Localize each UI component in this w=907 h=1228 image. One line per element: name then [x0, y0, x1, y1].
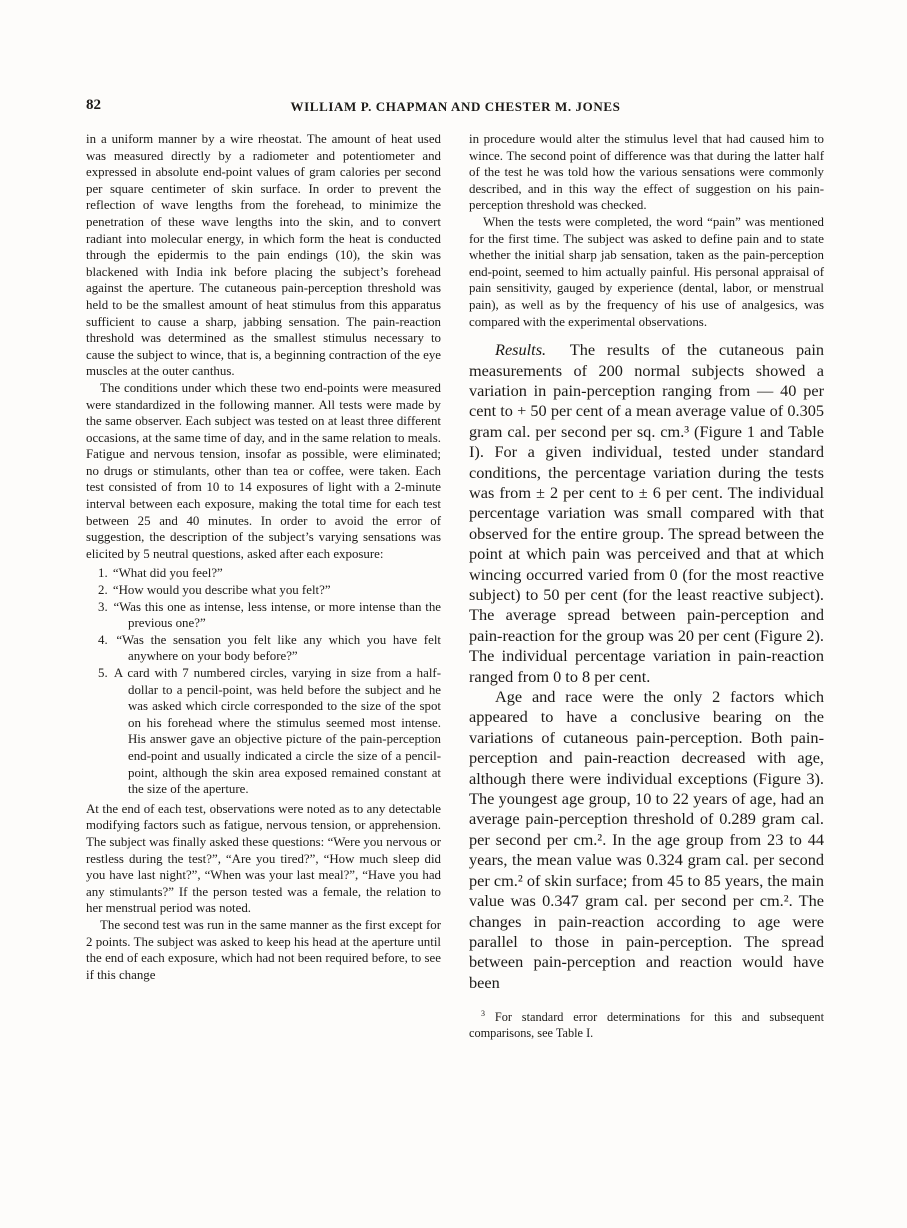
list-item-number: 4.: [98, 632, 108, 647]
list-item-text: “Was this one as intense, less intense, or more intense than the previous one?”: [113, 599, 441, 631]
list-item-number: 1.: [98, 566, 108, 581]
paragraph: in procedure would alter the stimulus level that had caused him to wince. The second point of difference was that during the latter half of the test he was told how the various sensations were commonly described, and in this way the effect of suggestion on his pain-perception threshold was checked.: [469, 132, 824, 213]
list-item: [86, 665, 441, 798]
results-text: The results of the cutaneous pain measurements of 200 normal subjects showed a variation in pain-perception ranging from — 40 per cent to + 50 per cent of a mean average value of 0.305 gram cal. per second per sq. cm.³ (Figure 1 and Table I). For a given individual, tested under standard conditions, the percentage variation during the tests was from ± 2 per cent to ± 6 per cent. The individual percentage variation was small compared with that observed for the entire group. The spread between the point at which pain was perceived and that at which wincing occurred varied from 0 (for the most reactive subject) to 50 per cent (for the least reactive subject). The average spread between pain-perception and pain-reaction for the group was 20 per cent (Figure 2). The individual percentage variation in pain-reaction ranged from 0 to 8 per cent.: [469, 340, 824, 686]
running-header: WILLIAM P. CHAPMAN AND CHESTER M. JONES: [290, 99, 621, 114]
footnote: [469, 1009, 824, 1041]
paragraph: The second test was run in the same manner as the first except for 2 points. The subject was asked to keep his head at the aperture until the end of each exposure, which had not been required before, to see if this change: [86, 917, 441, 982]
footnote-text: For standard error determinations for this and subsequent comparisons, see Table I.: [469, 1010, 824, 1041]
list-item-text: “Was the sensation you felt like any which you have felt anywhere on your body before?”: [116, 632, 441, 664]
left-column: [86, 131, 441, 1053]
list-item-text: “How would you describe what you felt?”: [112, 583, 331, 598]
list-item-text: “What did you feel?”: [112, 566, 223, 581]
right-column: [469, 131, 824, 1053]
paragraph: At the end of each test, observations were noted as to any detectable modifying factors such as fatigue, nervous tension, or apprehension. The subject was finally asked these questions: “Were you nervous or restless during the test?”, “Are you tired?”, “How much sleep did you have last night?”, “When was your last meal?”, “Have you had any stimulants?” If the person tested was a female, the relation to her menstrual period was noted.: [86, 801, 441, 916]
paragraph: When the tests were completed, the word “pain” was mentioned for the first time. The subject was asked to define pain and to state whether the initial sharp jab sensation, taken as the pain-perception end-point, seemed to him actually painful. His personal appraisal of pain sensitivity, gauged by experience (dental, labor, or menstrual pain), as well as by the frequency of his use of analgesics, was compared with the experimental observations.: [469, 214, 824, 329]
list-item-text: A card with 7 numbered circles, varying in size from a half-dollar to a pencil-point, was held before the subject and he was asked which circle corresponded to the size of the spot on his forehead where the stimulus seemed most intense. His answer gave an objective picture of the pain-perception end-point and usually indicated a circle the size of a pencil-point, although the skin area exposed remained constant at the size of the aperture.: [113, 666, 441, 797]
list-item: [86, 565, 441, 582]
list-item: [86, 632, 441, 665]
list-item-number: 3.: [98, 599, 108, 614]
list-item: [86, 599, 441, 632]
page-number: 82: [86, 97, 101, 113]
results-paragraph: [469, 340, 824, 687]
paragraph: Age and race were the only 2 factors which appeared to have a conclusive bearing on the variations of cutaneous pain-perception. Both pain-perception and pain-reaction decreased with age, although there were individual exceptions (Figure 3). The youngest age group, 10 to 22 years of age, had an average pain-perception threshold of 0.289 gram cal. per second per cm.². In the age group from 23 to 44 years, the mean value was 0.324 gram cal. per second per cm.² of skin surface; from 45 to 85 years, the main value was 0.347 gram cal. per second per cm.². The changes in pain-reaction according to age were parallel to those in pain-perception. The spread between pain-perception and reaction would have been: [469, 687, 824, 992]
two-column-body: [86, 131, 825, 1053]
results-label: Results.: [495, 340, 547, 360]
list-item: [86, 582, 441, 599]
list-item-number: 2.: [98, 583, 108, 598]
paragraph: The conditions under which these two end-points were measured were standardized in the following manner. All tests were made by the same observer. Each subject was tested on at least three different occasions, at the same time of day, and in the same relation to meals. Fatigue and nervous tension, insofar as possible, were eliminated; no drugs or stimulants, other than tea or coffee, were taken. Each test consisted of from 10 to 14 exposures of light with a 2-minute interval between each exposure, making the total time for each test between 25 and 40 minutes. In order to avoid the error of suggestion, the description of the subject’s varying sensations was elicited by 5 neutral questions, asked after each exposure:: [86, 380, 441, 561]
question-list: [86, 565, 441, 797]
footnote-marker: 3: [481, 1009, 485, 1019]
paragraph: in a uniform manner by a wire rheostat. The amount of heat used was measured directly by a radiometer and potentiometer and expressed in absolute end-point values of gram calories per second per square centimeter of skin surface. In order to prevent the reflection of wave lengths from the forehead, to minimize the penetration of these wave lengths into the skin, and to convert radiant into molecular energy, in which form the heat is conducted through the epidermis to the pain endings (10), the skin was blackened with India ink before placing the subject’s forehead against the aperture. The cutaneous pain-perception threshold was held to be the smallest amount of heat stimulus from this apparatus sufficient to cause a sharp, jabbing sensation. The pain-reaction threshold was determined as the smallest stimulus necessary to cause the subject to wince, that is, a beginning contraction of the eye muscles at the outer canthus.: [86, 132, 441, 379]
list-item-number: 5.: [98, 666, 108, 680]
page-header: [86, 97, 825, 117]
